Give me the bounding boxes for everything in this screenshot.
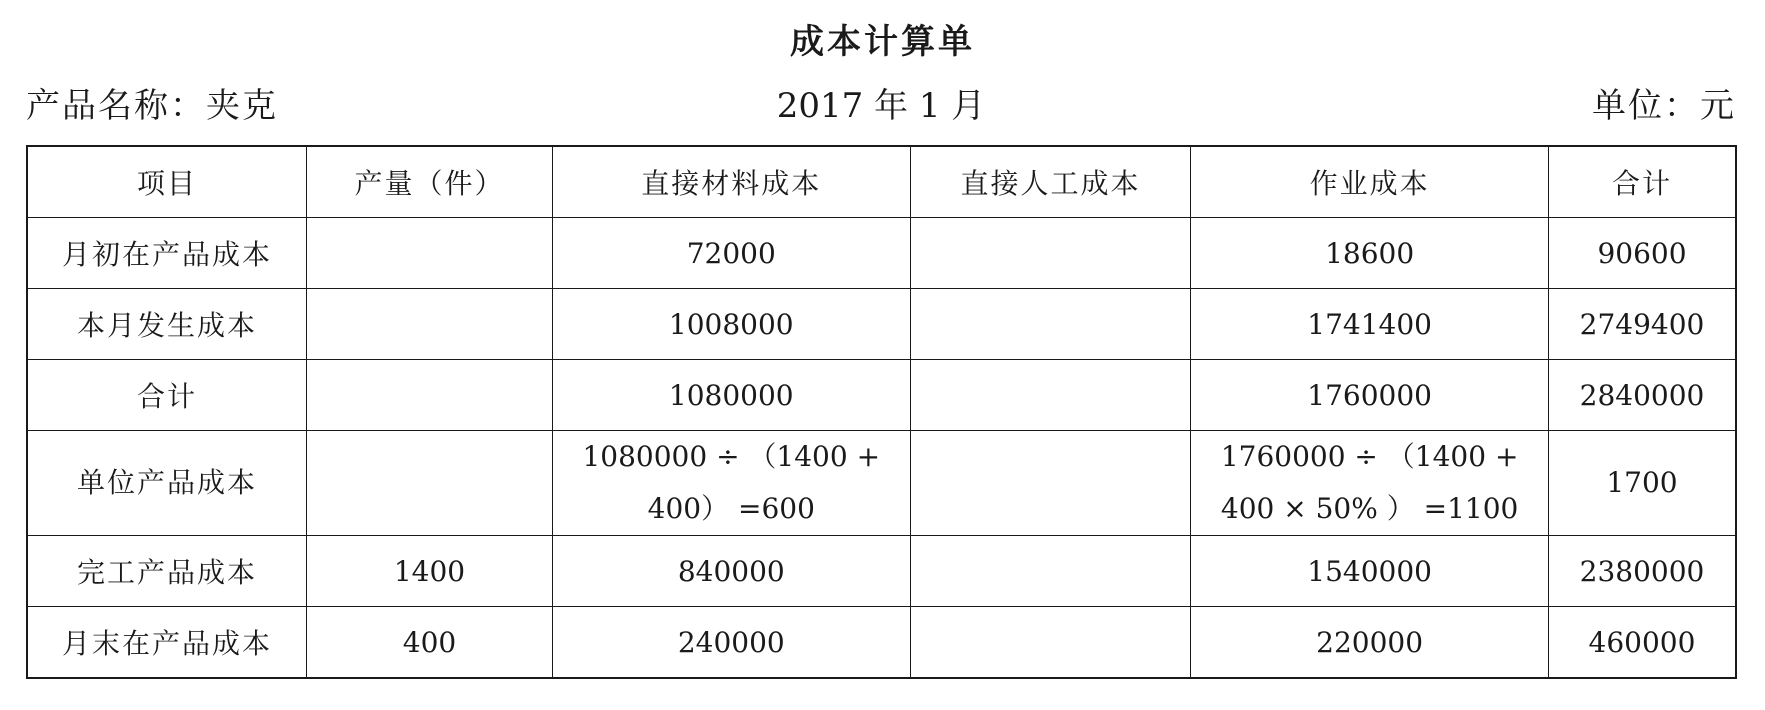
header-activity-cost: 作业成本	[1191, 146, 1549, 218]
cell-activity-cost: 220000	[1191, 607, 1549, 679]
cell-total: 2749400	[1548, 289, 1736, 360]
row-item-label: 月初在产品成本	[27, 218, 307, 289]
header-labor-cost: 直接人工成本	[910, 146, 1191, 218]
cell-labor-cost	[910, 536, 1191, 607]
cell-labor-cost	[910, 607, 1191, 679]
cell-total: 1700	[1548, 431, 1736, 536]
table-row	[27, 536, 1736, 607]
cell-activity-cost: 1540000	[1191, 536, 1549, 607]
header-quantity: 产量（件）	[307, 146, 553, 218]
cell-quantity: 400	[307, 607, 553, 679]
unit-label: 单位：元	[1592, 86, 1736, 126]
cell-activity-cost: 1760000	[1191, 360, 1549, 431]
cell-material-cost: 1008000	[552, 289, 910, 360]
table-row	[27, 360, 1736, 431]
cell-total: 460000	[1548, 607, 1736, 679]
cell-labor-cost	[910, 360, 1191, 431]
table-row	[27, 431, 1736, 536]
cell-quantity	[307, 360, 553, 431]
activity-formula-line-1: 1760000 ÷ （1400 +	[1220, 440, 1519, 473]
cell-material-cost: 72000	[552, 218, 910, 289]
cell-labor-cost	[910, 289, 1191, 360]
document-title: 成本计算单	[790, 22, 975, 62]
cell-quantity	[307, 431, 553, 536]
row-item-label: 完工产品成本	[27, 536, 307, 607]
cell-quantity: 1400	[307, 536, 553, 607]
row-item-label: 单位产品成本	[27, 431, 307, 536]
row-item-label: 本月发生成本	[27, 289, 307, 360]
row-item-label: 月末在产品成本	[27, 607, 307, 679]
cell-activity-cost-formula	[1191, 431, 1549, 536]
header-material-cost: 直接材料成本	[552, 146, 910, 218]
header-total: 合计	[1548, 146, 1736, 218]
material-formula-line-1: 1080000 ÷ （1400 +	[582, 440, 881, 473]
cell-total: 90600	[1548, 218, 1736, 289]
row-item-label: 合计	[27, 360, 307, 431]
activity-formula-line-2: 400 × 50% ） =1100	[1220, 492, 1519, 525]
material-formula-line-2: 400） =600	[647, 492, 815, 525]
cell-material-cost-formula	[552, 431, 910, 536]
cell-activity-cost: 18600	[1191, 218, 1549, 289]
cell-labor-cost	[910, 431, 1191, 536]
cell-material-cost: 1080000	[552, 360, 910, 431]
cell-total: 2380000	[1548, 536, 1736, 607]
table-header-row	[27, 146, 1736, 218]
cost-calculation-table	[26, 145, 1737, 679]
cell-activity-cost: 1741400	[1191, 289, 1549, 360]
header-item: 项目	[27, 146, 307, 218]
period-label: 2017 年 1 月	[776, 86, 986, 126]
cell-quantity	[307, 218, 553, 289]
cell-material-cost: 840000	[552, 536, 910, 607]
cell-labor-cost	[910, 218, 1191, 289]
cell-material-cost: 240000	[552, 607, 910, 679]
table-row	[27, 218, 1736, 289]
table-row	[27, 289, 1736, 360]
cell-total: 2840000	[1548, 360, 1736, 431]
document-meta-row	[26, 78, 1736, 128]
cell-quantity	[307, 289, 553, 360]
product-name-label: 产品名称：夹克	[26, 86, 278, 126]
table-row	[27, 607, 1736, 679]
